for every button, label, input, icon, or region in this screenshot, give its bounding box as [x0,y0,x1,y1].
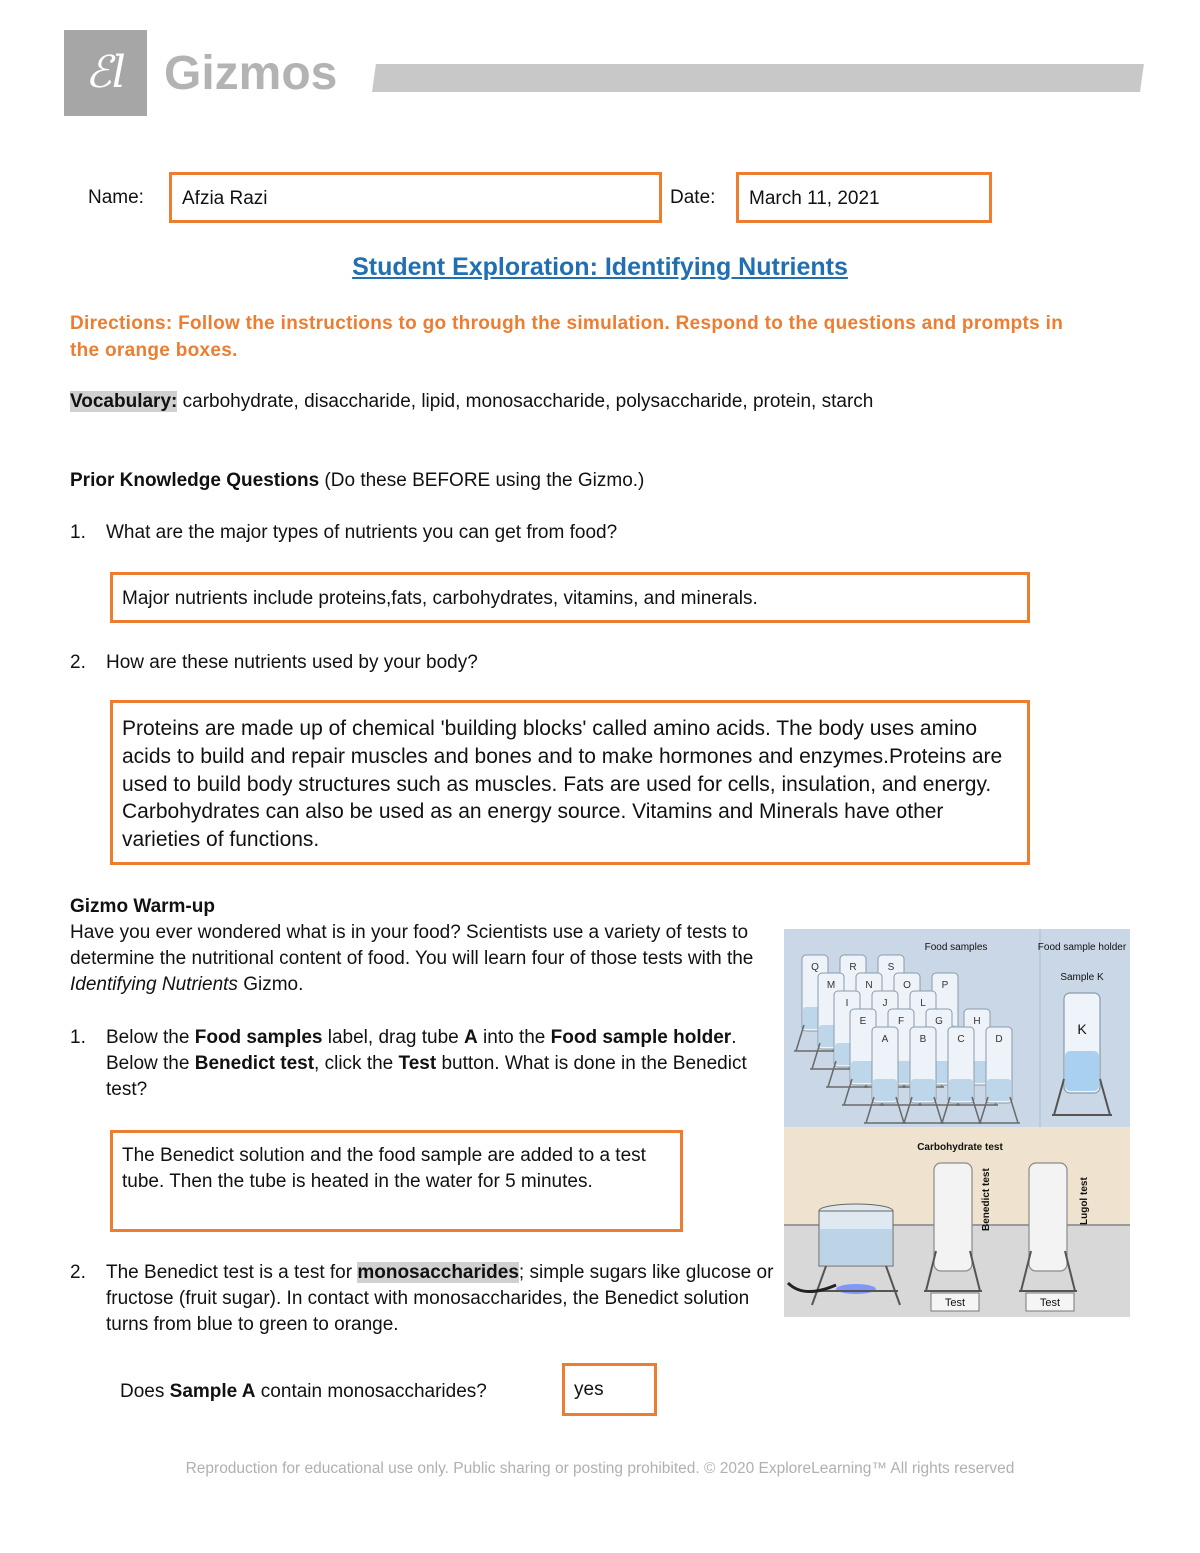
tube-letter: N [865,980,873,991]
tube-letter: R [849,962,857,973]
brand-logo-icon: ℰl [64,30,147,116]
lugol-test-label: Lugol test [1079,1177,1090,1225]
tube-liquid [911,1079,935,1101]
warmup-intro [70,920,770,998]
tube-letter: F [897,1016,905,1027]
tube-liquid [949,1079,973,1101]
question-number: 1. [70,1027,86,1048]
answer-text: The Benedict solution and the food sample are added to a test tube. Then the tube is heated in the water for 5 minutes. [122,1145,646,1192]
tube-letter: E [859,1016,867,1027]
carbohydrate-test-label: Carbohydrate test [917,1142,1003,1153]
food-samples-label: Food samples [924,942,988,953]
benedict-test-label: Benedict test [981,1168,992,1231]
directions: Directions: Follow the instructions to go through the simulation. Respond to the questions and prompts in the orange boxes. [70,313,1064,361]
tube-letter: M [826,980,836,991]
intro-gizmo-name: Identifying Nutrients [70,974,238,995]
holder-tube-letter: K [1077,1021,1087,1037]
answer-text: Proteins are made up of chemical 'building blocks' called amino acids. The body uses amino acids to build and repair muscles and bones and to make hormones and enzymes.Proteins are used to build body structures such as muscles. Fats are used for cells, insulation, and energy. Carbohydrates can also be used as an energy source. Vitamins and Minerals have other varieties of functions. [122,717,1003,852]
prior-knowledge-note: (Do these BEFORE using the Gizmo.) [319,470,645,491]
svg-text:Test: Test [1039,1297,1061,1309]
answer-box-warmup-q1[interactable] [110,1130,683,1232]
date-value: March 11, 2021 [749,188,880,209]
tube-letter: B [919,1034,927,1045]
answer-box-q1[interactable] [110,572,1030,623]
question-text: What are the major types of nutrients you can get from food? [106,522,618,543]
question-number: 2. [70,1262,86,1283]
tube-liquid [851,1061,875,1083]
page-title: Student Exploration: Identifying Nutrients [352,253,848,281]
question-1 [70,521,617,545]
question-text: The Benedict test is a test for monosaccharides; simple sugars like glucose or fructose (fruit sugar). In contact with monosaccharides, the Benedict solution turns from blue to green to orange. [106,1262,774,1335]
tube-letter: H [973,1016,981,1027]
tube-letter: P [941,980,949,991]
tube-letter: D [995,1034,1003,1045]
header-bar [372,64,1144,92]
tube-liquid [987,1079,1011,1101]
name-value: Afzia Razi [182,188,268,209]
tube-letter: O [903,980,911,991]
vocabulary-terms: carbohydrate, disaccharide, lipid, monosaccharide, polysaccharide, protein, starch [177,391,874,412]
answer-text: yes [574,1379,604,1400]
warmup-question-2 [70,1260,775,1338]
tube-letter: A [881,1034,889,1045]
warmup-heading: Gizmo Warm-up [70,896,215,917]
sample-label: Sample K [1060,972,1104,983]
benedict-test-button[interactable] [931,1293,979,1311]
tube-letter: C [957,1034,965,1045]
tube-letter: G [935,1016,943,1027]
date-label: Date: [670,187,716,208]
intro-text-end: Gizmo. [237,974,304,995]
question-text: Below the Food samples label, drag tube A into the Food sample holder. Below the Benedict test, click the Test button. What is done in the Benedict test? [106,1027,747,1100]
gizmo-simulation-figure [784,929,1130,1317]
tube-letter: I [845,998,849,1009]
answer-text: Major nutrients include proteins,fats, carbohydrates, vitamins, and minerals. [122,588,758,609]
question-text: How are these nutrients used by your body? [106,652,478,673]
question-number: 2. [70,652,86,673]
answer-box-q2[interactable] [110,700,1030,865]
warmup-question-1 [70,1025,770,1103]
svg-text:Test: Test [944,1297,966,1309]
vocabulary-label: Vocabulary: [70,391,178,412]
holder-label: Food sample holder [1037,942,1127,953]
name-field[interactable] [169,172,662,223]
tube-letter: L [920,998,926,1009]
intro-text: Have you ever wondered what is in your food? Scientists use a variety of tests to determine the nutritional content of food. You will learn four of those tests with the [70,922,754,969]
prior-knowledge-heading [70,469,644,493]
date-field[interactable] [736,172,992,223]
footer: Reproduction for educational use only. Public sharing or posting prohibited. © 2020 ExploreLearning™ All rights reserved [185,1460,1015,1477]
tube-letter: S [887,962,895,973]
sub-question: Does Sample A contain monosaccharides? [120,1381,487,1402]
prior-knowledge-title: Prior Knowledge Questions [70,470,320,491]
answer-box-warmup-q2[interactable] [562,1363,657,1416]
tube-letter: Q [811,962,819,973]
brand-name: Gizmos [164,47,338,100]
tube-liquid [873,1079,897,1101]
question-2 [70,651,478,675]
lugol-test-button[interactable] [1026,1293,1074,1311]
vocabulary [70,390,1130,414]
tube-letter: J [882,998,888,1009]
name-label: Name: [88,187,144,208]
question-number: 1. [70,522,86,543]
